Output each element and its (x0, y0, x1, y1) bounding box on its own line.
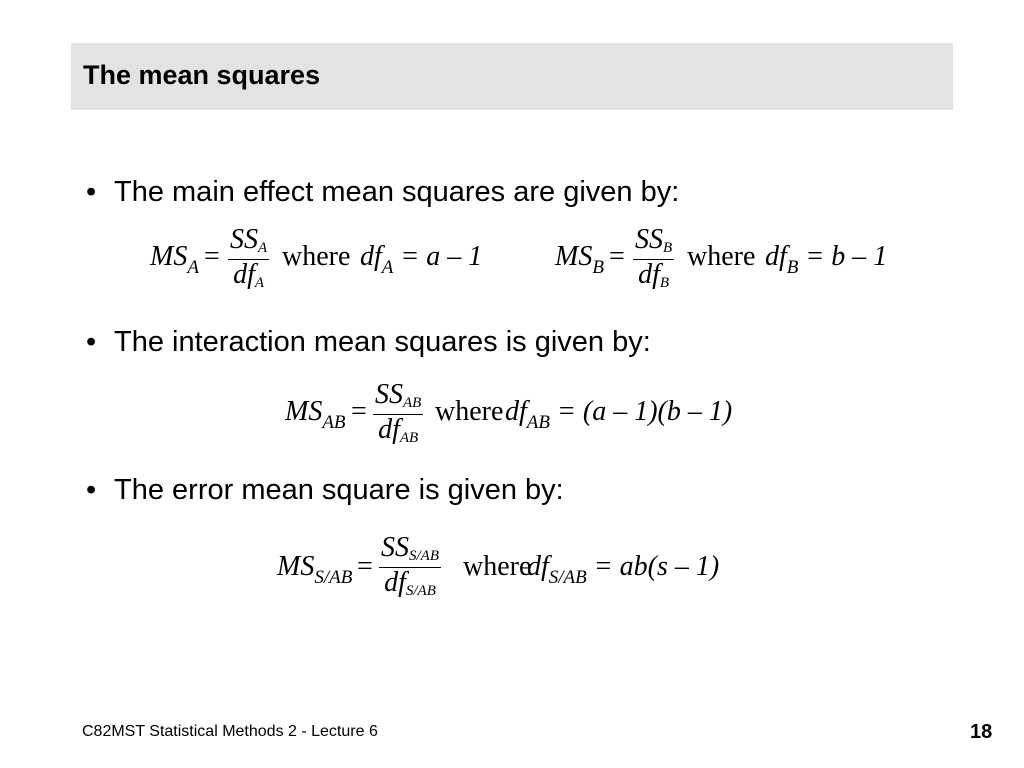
where-text: where (282, 241, 351, 272)
bullet-marker: • (86, 176, 97, 208)
ms-symbol: $MS_{S/AB}$ (277, 551, 353, 588)
fraction: SSA dfA (230, 224, 268, 291)
df-expression: $df_B = b - 1$ (765, 241, 888, 278)
formula-ms-s-ab (277, 532, 720, 607)
fraction: SSS/AB dfS/AB (381, 532, 439, 599)
df-expression: $df_A = a - 1$ (360, 241, 483, 278)
ms-symbol: $MS_{AB}$ (285, 396, 346, 433)
equals-sign: = (351, 396, 367, 427)
formula-ms-a (150, 224, 483, 295)
equals-sign: = (357, 551, 373, 582)
equals-sign: = (204, 241, 220, 272)
fraction: SSB dfB (635, 224, 673, 291)
bullet-marker: • (86, 474, 97, 506)
bullet-main-effects (86, 176, 679, 209)
ms-symbol: $MS_A$ (150, 241, 199, 278)
bullet-text: The main effect mean squares are given by: (114, 176, 680, 208)
slide-title: The mean squares (83, 60, 321, 90)
where-text: where (435, 396, 504, 427)
bullet-error (86, 474, 564, 507)
bullet-text: The error mean square is given by: (114, 474, 564, 506)
ms-symbol: $MS_B$ (555, 241, 604, 278)
footer-course: C82MST Statistical Methods 2 - Lecture 6 (82, 723, 378, 740)
formula-ms-b (555, 224, 888, 295)
df-expression: $df_{S/AB} = ab(s - 1)$ (527, 551, 720, 588)
bullet-text: The interaction mean squares is given by: (114, 326, 651, 358)
page-number: 18 (970, 721, 993, 743)
bullet-interaction (86, 326, 651, 359)
df-expression: $df_{AB} = (a - 1)(b - 1)$ (505, 396, 733, 433)
where-text: where (463, 551, 532, 582)
equals-sign: = (609, 241, 625, 272)
where-text: where (687, 241, 756, 272)
formula-ms-ab (285, 379, 733, 452)
fraction: SSAB dfAB (375, 379, 422, 446)
bullet-marker: • (86, 326, 97, 358)
title-bar (71, 43, 953, 110)
